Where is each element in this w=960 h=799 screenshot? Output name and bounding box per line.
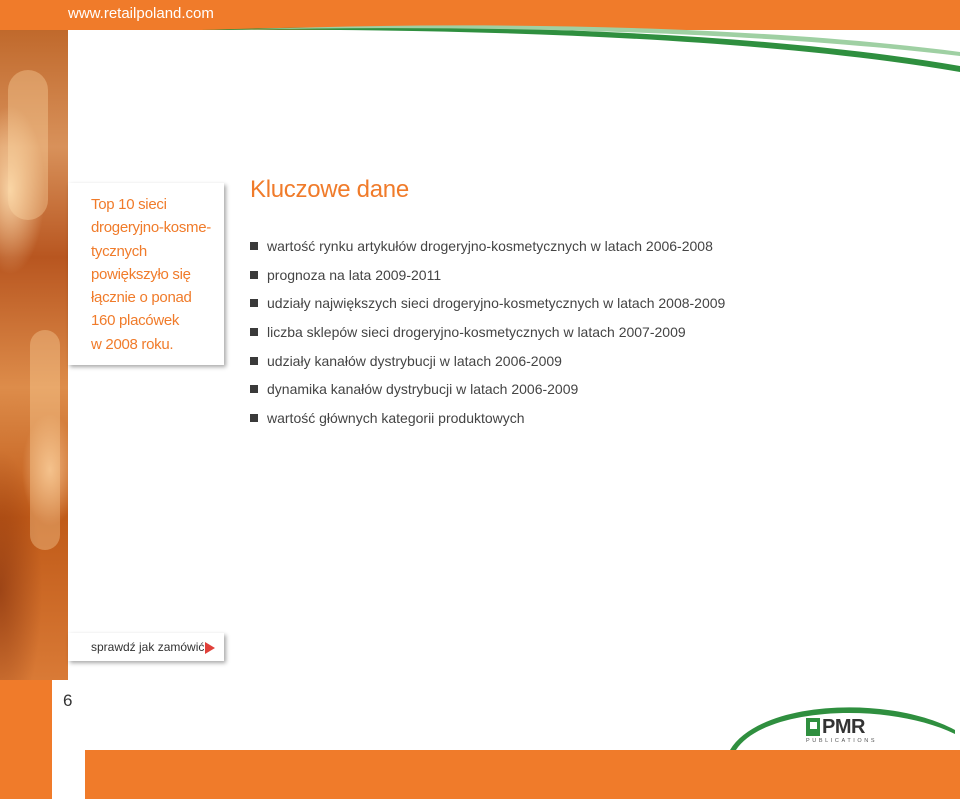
list-item-label: udziały kanałów dystrybucji w latach 2006-2009	[267, 352, 562, 369]
section-title: Kluczowe dane	[250, 176, 409, 203]
logo-name: PMR	[822, 716, 865, 738]
list-item	[250, 350, 725, 379]
list-item	[250, 321, 725, 350]
side-note-line: łącznie o ponad	[91, 289, 192, 307]
list-item-label: dynamika kanałów dystrybucji w latach 2006-2009	[267, 381, 579, 398]
side-note-line: w 2008 roku.	[91, 335, 174, 353]
page-number: 6	[63, 691, 73, 710]
list-item	[250, 264, 725, 293]
square-bullet-icon	[250, 414, 258, 422]
side-note-line: tycznych	[91, 242, 147, 260]
square-bullet-icon	[250, 299, 258, 307]
list-item-label: udziały największych sieci drogeryjno-kosmetycznych w latach 2008-2009	[267, 295, 726, 312]
side-note-line: 160 placówek	[91, 312, 180, 330]
list-item-label: prognoza na lata 2009-2011	[267, 266, 442, 283]
key-data-list	[250, 235, 725, 436]
square-bullet-icon	[250, 242, 258, 250]
side-note-line: powiększyło się	[91, 265, 191, 283]
footer-left-strip	[0, 680, 52, 799]
list-item	[250, 235, 725, 264]
list-item	[250, 378, 725, 407]
order-button[interactable]	[68, 633, 224, 661]
list-item-label: wartość głównych kategorii produktowych	[267, 410, 525, 427]
play-arrow-icon	[205, 642, 215, 654]
pmr-logo-mark-icon	[806, 718, 820, 736]
pmr-logo	[806, 716, 876, 746]
decorative-photo	[0, 30, 68, 680]
side-note-line: drogeryjno-kosme-	[91, 219, 211, 237]
list-item	[250, 292, 725, 321]
list-item	[250, 407, 725, 436]
site-url-link[interactable]: www.retailpoland.com	[68, 5, 214, 22]
side-note-text	[91, 193, 221, 356]
logo-subtitle: PUBLICATIONS	[806, 738, 878, 744]
footer-bar	[85, 750, 960, 799]
square-bullet-icon	[250, 328, 258, 336]
side-note-box	[68, 183, 224, 365]
side-note-line: Top 10 sieci	[91, 196, 167, 213]
list-item-label: wartość rynku artykułów drogeryjno-kosmetycznych w latach 2006-2008	[267, 238, 713, 254]
square-bullet-icon	[250, 271, 258, 279]
list-item-label: liczba sklepów sieci drogeryjno-kosmetycznych w latach 2007-2009	[267, 324, 686, 341]
green-swoosh-decoration	[0, 0, 960, 80]
order-button-label: sprawdź jak zamówić	[91, 640, 205, 654]
square-bullet-icon	[250, 385, 258, 393]
square-bullet-icon	[250, 357, 258, 365]
